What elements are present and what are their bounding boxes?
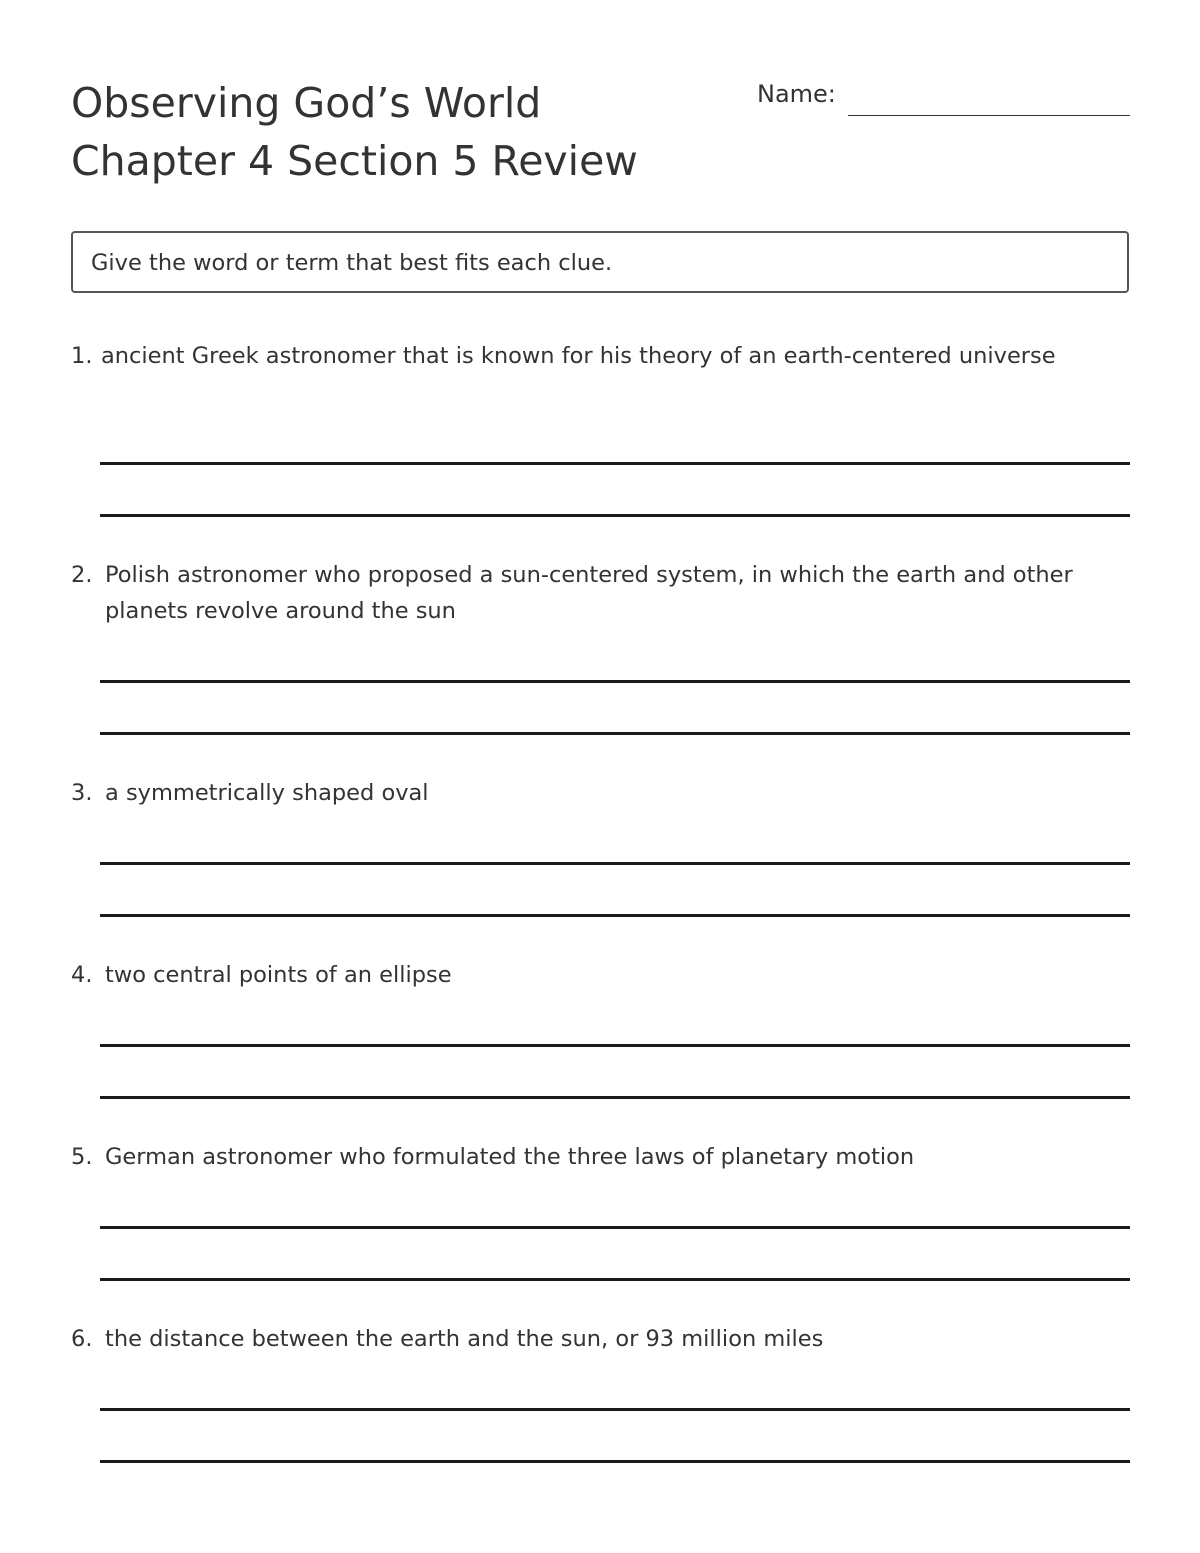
answer-line-3b[interactable] — [100, 914, 1130, 917]
question-number: 5. — [71, 1144, 93, 1170]
question-number: 2. — [71, 562, 93, 588]
name-field-line[interactable] — [848, 115, 1130, 116]
question-text: the distance between the earth and the sun, or 93 million miles — [105, 1326, 824, 1352]
question-text: a symmetrically shaped oval — [105, 780, 429, 806]
answer-line-6a[interactable] — [100, 1408, 1130, 1411]
instructions-box: Give the word or term that best fits each clue. — [71, 231, 1129, 293]
answer-line-1b[interactable] — [100, 514, 1130, 517]
answer-line-4a[interactable] — [100, 1044, 1130, 1047]
answer-line-3a[interactable] — [100, 862, 1130, 865]
question-number: 4. — [71, 962, 93, 988]
title-line-2: Chapter 4 Section 5 Review — [71, 137, 638, 185]
question-4 — [71, 957, 1131, 993]
question-number: 3. — [71, 780, 93, 806]
name-label: Name: — [757, 80, 836, 108]
answer-line-2a[interactable] — [100, 680, 1130, 683]
question-5 — [71, 1139, 1131, 1175]
question-number: 6. — [71, 1326, 93, 1352]
question-3 — [71, 775, 1131, 811]
question-text: ancient Greek astronomer that is known for his theory of an earth-centered universe — [101, 343, 1056, 369]
title-line-1: Observing God’s World — [71, 79, 542, 127]
question-6 — [71, 1321, 1131, 1357]
question-2 — [71, 557, 1131, 629]
question-text: two central points of an ellipse — [105, 962, 452, 988]
answer-line-2b[interactable] — [100, 732, 1130, 735]
answer-line-1a[interactable] — [100, 462, 1130, 465]
answer-line-5a[interactable] — [100, 1226, 1130, 1229]
page-title — [71, 74, 638, 190]
answer-line-6b[interactable] — [100, 1460, 1130, 1463]
question-text: Polish astronomer who proposed a sun-centered system, in which the earth and other planets revolve around the sun — [105, 562, 1073, 624]
question-number: 1. — [71, 343, 93, 369]
answer-line-4b[interactable] — [100, 1096, 1130, 1099]
answer-line-5b[interactable] — [100, 1278, 1130, 1281]
question-1 — [71, 338, 1131, 374]
question-text: German astronomer who formulated the three laws of planetary motion — [105, 1144, 915, 1170]
